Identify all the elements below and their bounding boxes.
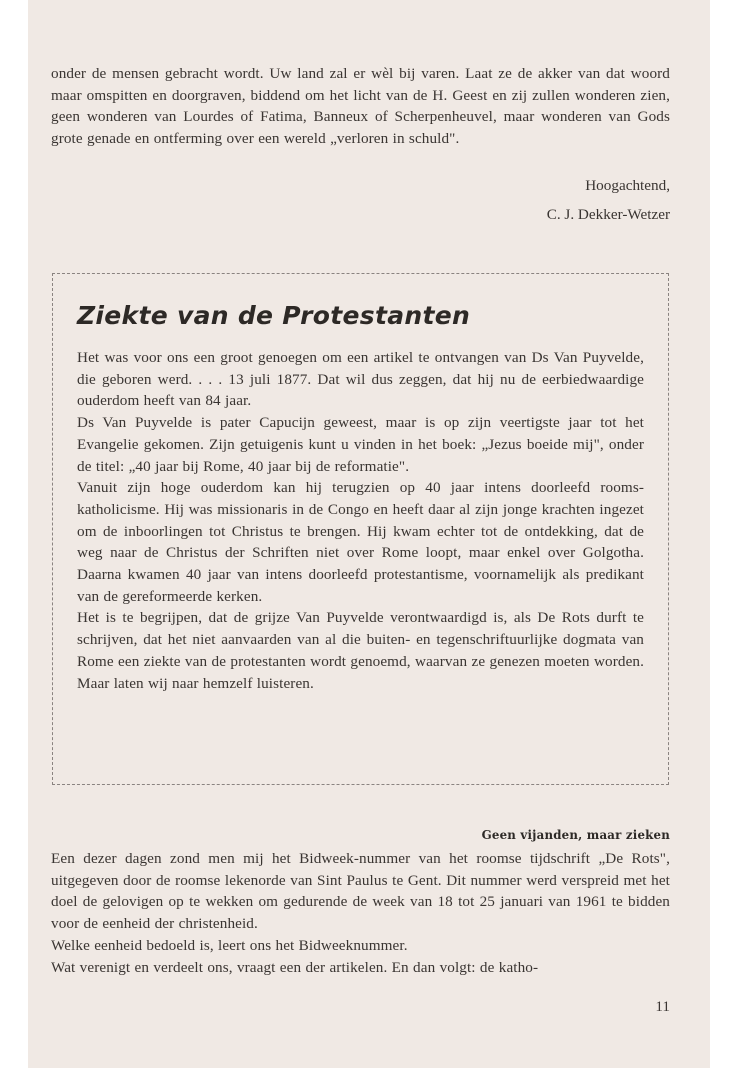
top-paragraph: onder de mensen gebracht wordt. Uw land zal er wèl bij varen. Laat ze de akker van dat woord maar omspitten en doorgraven, biddend om het licht van de H. Geest en zij zullen wonderen zien, geen wonderen van Lourdes of Fatima, Banneux of Scherpenheuvel, maar wonderen van Gods grote genade en ontferming over een wereld „verloren in schuld". bbox=[51, 65, 670, 148]
section-body bbox=[51, 848, 670, 978]
page-number: 11 bbox=[655, 998, 670, 1015]
section-paragraph: Een dezer dagen zond men mij het Bidweek-nummer van het roomse tijdschrift „De Rots", uitgegeven door de roomse lekenorde van Sint Paulus te Gent. Dit nummer werd verspreid met het doel de gelovigen op te wekken om gedurende de week van 18 tot 25 januari van 1961 te bidden voor de eenheid der christenheid. bbox=[51, 850, 670, 933]
letter-signer: C. J. Dekker-Wetzer bbox=[546, 206, 670, 223]
article-box bbox=[52, 273, 669, 785]
section-paragraph: Wat verenigt en verdeelt ons, vraagt een der artikelen. En dan volgt: de katho- bbox=[51, 958, 539, 976]
section-heading: Geen vijanden, maar zieken bbox=[481, 828, 670, 842]
box-paragraph: Ds Van Puyvelde is pater Capucijn geweest, maar is op zijn veertigste jaar tot het Evangelie gekomen. Zijn getuigenis kunt u vinden in het boek: „Jezus boeide mij", onder de titel: „40 jaar bij Rome, 40 jaar bij de reformatie". bbox=[77, 414, 644, 475]
box-paragraph: Vanuit zijn hoge ouderdom kan hij terugzien op 40 jaar intens doorleefd rooms-katholicisme. Hij was missionaris in de Congo en heeft daar al zijn jonge krachten ingezet om de inboorlingen tot Christus te brengen. Hij kwam echter tot de ontdekking, dat de weg naar de Christus der Schriften niet over Rome loopt, maar enkel over Golgotha. Daarna kwamen 40 jaar van intens doorleefd protestantisme, voornamelijk als predikant van de gereformeerde kerken. bbox=[77, 479, 644, 605]
box-body bbox=[77, 347, 644, 694]
section-paragraph: Welke eenheid bedoeld is, leert ons het Bidweeknummer. bbox=[51, 936, 408, 954]
box-title: Ziekte van de Protestanten bbox=[77, 301, 471, 330]
document-page bbox=[28, 0, 710, 1068]
letter-greeting: Hoogachtend, bbox=[585, 177, 670, 194]
box-paragraph: Het was voor ons een groot genoegen om een artikel te ontvangen van Ds Van Puyvelde, die geboren werd. . . . 13 juli 1877. Dat wil dus zeggen, dat hij nu de eerbiedwaardige ouderdom heeft van 84 jaar. bbox=[77, 349, 644, 410]
box-paragraph: Het is te begrijpen, dat de grijze Van Puyvelde verontwaardigd is, als De Rots durft te schrijven, dat het niet aanvaarden van al die buiten- en tegenschriftuurlijke dogmata van Rome een ziekte van de protestanten wordt genoemd, waarvan ze genezen moeten worden. Maar laten wij naar hemzelf luisteren. bbox=[77, 609, 644, 692]
